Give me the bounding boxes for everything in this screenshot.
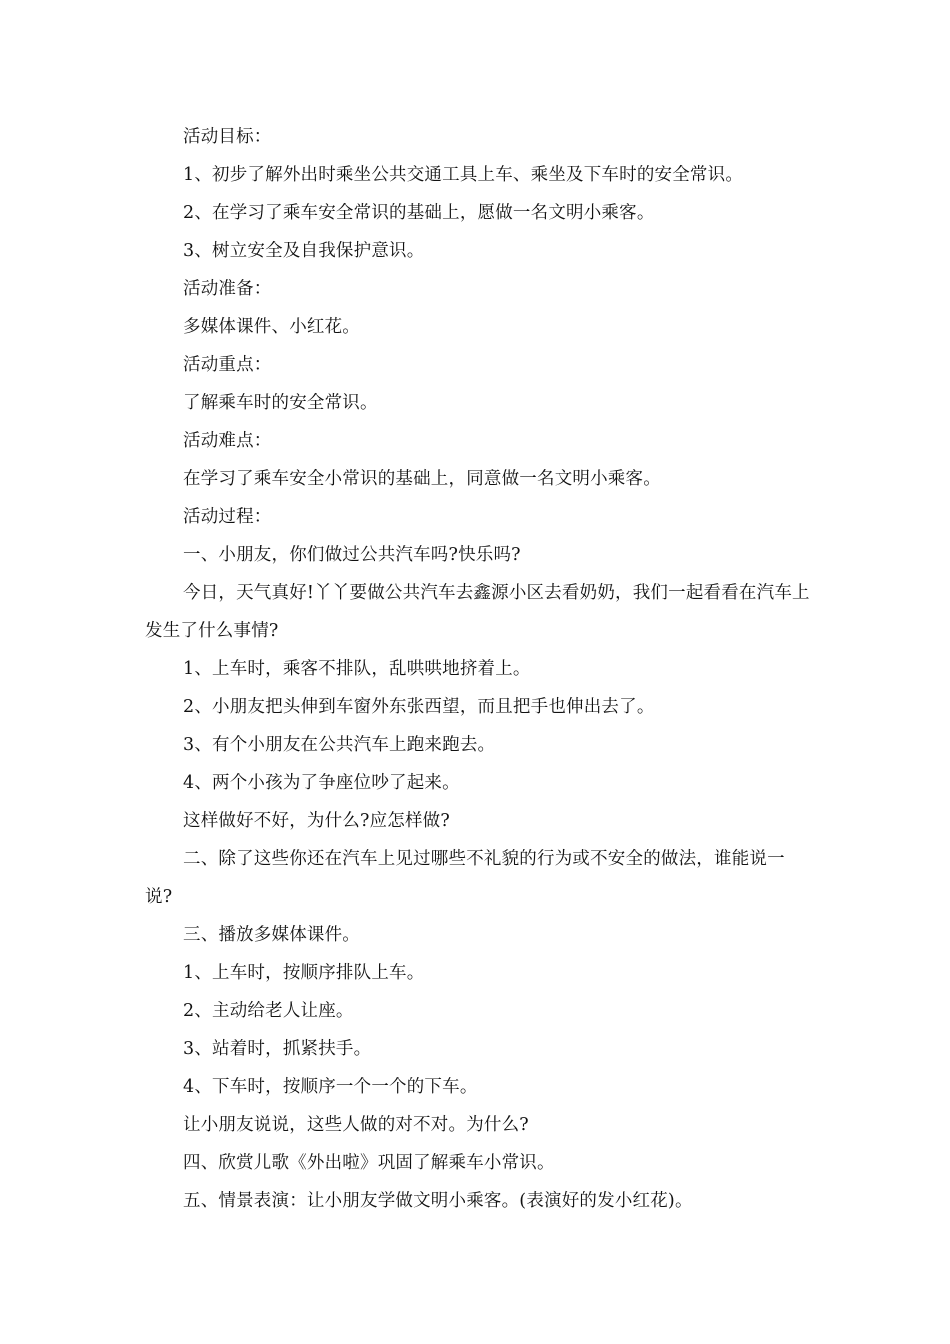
story-question: 这样做好不好，为什么?应怎样做? bbox=[183, 811, 450, 831]
key-points-text: 了解乘车时的安全常识。 bbox=[183, 393, 378, 413]
goal-item-3: 3、树立安全及自我保护意识。 bbox=[183, 241, 425, 261]
courseware-item-2: 2、主动给老人让座。 bbox=[183, 1001, 354, 1021]
section-heading-process: 活动过程： bbox=[183, 507, 272, 527]
story-item-1: 1、上车时，乘客不排队，乱哄哄地挤着上。 bbox=[183, 659, 531, 679]
preparation-text: 多媒体课件、小红花。 bbox=[183, 317, 360, 337]
story-item-4: 4、两个小孩为了争座位吵了起来。 bbox=[183, 773, 460, 793]
courseware-item-1: 1、上车时，按顺序排队上车。 bbox=[183, 963, 425, 983]
section-heading-goals: 活动目标： bbox=[183, 127, 272, 147]
story-item-3: 3、有个小朋友在公共汽车上跑来跑去。 bbox=[183, 735, 496, 755]
goal-item-1: 1、初步了解外出时乘坐公共交通工具上车、乘坐及下车时的安全常识。 bbox=[183, 165, 744, 185]
difficulties-text: 在学习了乘车安全小常识的基础上，同意做一名文明小乘客。 bbox=[183, 469, 661, 489]
process-step-2: 二、除了这些你还在汽车上见过哪些不礼貌的行为或不安全的做法，谁能说一说? bbox=[145, 849, 785, 907]
courseware-item-4: 4、下车时，按顺序一个一个的下车。 bbox=[183, 1077, 478, 1097]
process-step-3: 三、播放多媒体课件。 bbox=[183, 925, 360, 945]
goal-item-2: 2、在学习了乘车安全常识的基础上，愿做一名文明小乘客。 bbox=[183, 203, 655, 223]
story-item-2: 2、小朋友把头伸到车窗外东张西望，而且把手也伸出去了。 bbox=[183, 697, 655, 717]
process-step-1: 一、小朋友，你们做过公共汽车吗?快乐吗? bbox=[183, 545, 521, 565]
process-step-5: 五、情景表演：让小朋友学做文明小乘客。(表演好的发小红花)。 bbox=[183, 1191, 693, 1211]
process-step-4: 四、欣赏儿歌《外出啦》巩固了解乘车小常识。 bbox=[183, 1153, 555, 1173]
courseware-question: 让小朋友说说，这些人做的对不对。为什么? bbox=[183, 1115, 529, 1135]
process-story: 今日，天气真好!丫丫要做公共汽车去鑫源小区去看奶奶，我们一起看看在汽车上发生了什么事情? bbox=[145, 583, 810, 641]
section-heading-preparation: 活动准备： bbox=[183, 279, 272, 299]
courseware-item-3: 3、站着时，抓紧扶手。 bbox=[183, 1039, 372, 1059]
section-heading-key-points: 活动重点： bbox=[183, 355, 272, 375]
document-body bbox=[145, 118, 810, 1220]
section-heading-difficulties: 活动难点： bbox=[183, 431, 272, 451]
